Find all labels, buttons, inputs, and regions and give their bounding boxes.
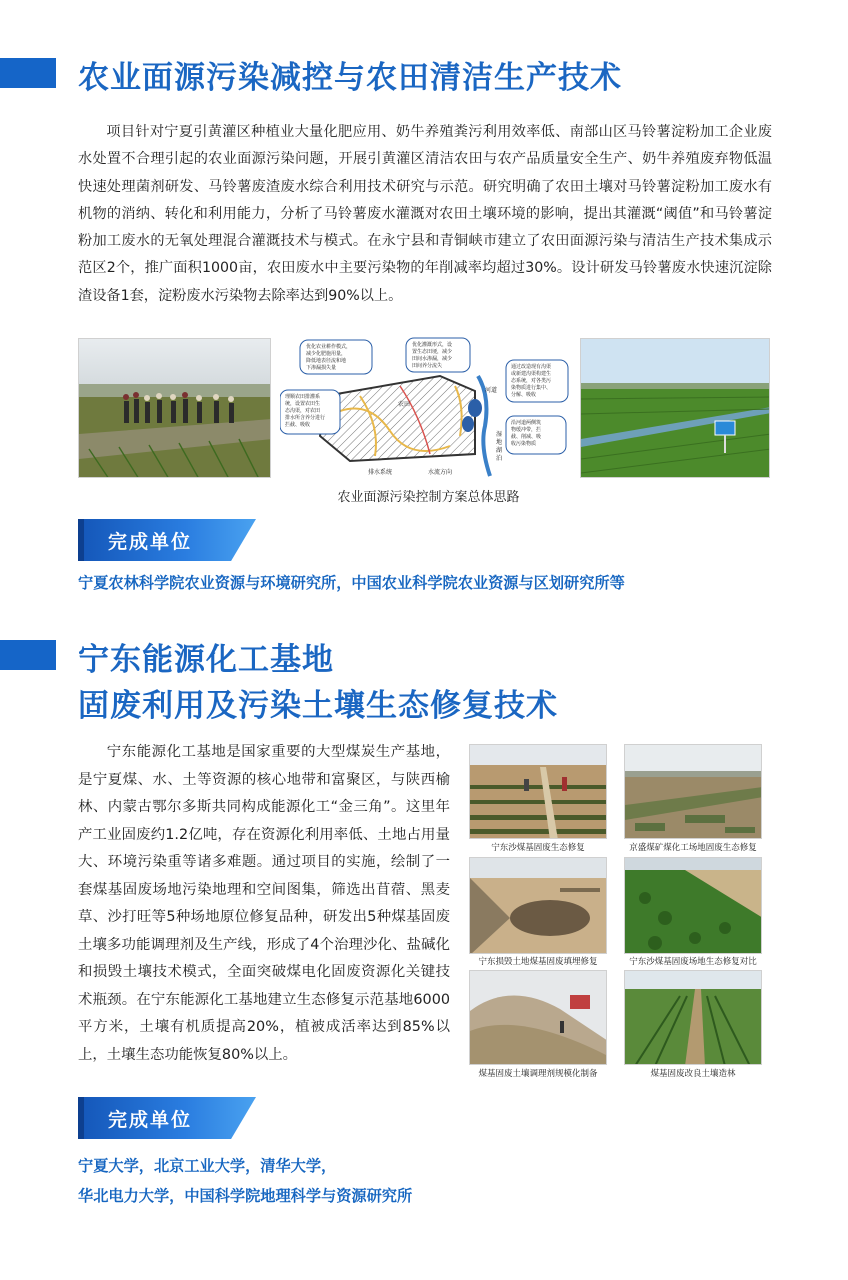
diagram-box3-line5: 分解、吸收 — [511, 392, 537, 398]
rice-field-photo — [580, 338, 770, 478]
section2-unit-badge-label: 完成单位 — [108, 1109, 193, 1131]
photo-sand-comparison — [624, 857, 762, 954]
diagram-box3-line1: 通过改造现有沟渠 — [511, 364, 552, 370]
diagram-label-wetland-3: 湖 — [496, 447, 503, 454]
photo-caption-1: 宁东沙煤基固废生态修复 — [491, 843, 585, 853]
section2-accent-bar — [0, 640, 56, 670]
photo-caption-5: 煤基固废土壤调理剂规模化制备 — [478, 1069, 598, 1079]
section2-title-line1: 宁东能源化工基地 — [78, 642, 334, 678]
diagram-box4-line3: 态沟渠，对农田 — [285, 408, 321, 414]
diagram-canvas — [280, 336, 577, 482]
pollution-control-diagram — [280, 336, 577, 482]
diagram-box5-line4: 收污染物质 — [511, 441, 537, 447]
diagram-box3-line2: 或新建沟渠构建生 — [511, 371, 552, 377]
section1-title: 农业面源污染减控与农田清洁生产技术 — [78, 60, 622, 96]
photo-jingsheng-mine — [624, 744, 762, 839]
section1-paragraph: 项目针对宁夏引黄灌区种植业大量化肥应用、奶牛养殖粪污利用效率低、南部山区马铃薯淀粉加工企业废水处置不合理引起的农业面源污染问题，开展引黄灌区清洁农田与农产品质量安全生产、奶牛养殖废弃物低温快速处理菌剂研发、马铃薯废渣废水综合利用技术研究与示范。研究明确了农田土壤对马铃薯淀粉加工废水有机物的消纳、转化和利用能力，分析了马铃薯废水灌溉对农田土壤环境的影响，提出其灌溉“阈值”和马铃薯淀粉加工废水的无氧处理混合灌溉技术与模式。在永宁县和青铜峡市建立了农田面源污染与清洁生产技术集成示范区2个，推广面积1000亩，农田废水中主要污染物的年削减率均超过30%。设计研发马铃薯废水快速沉淀除渣设备1套，淀粉废水污染物去除率达到90%以上。 — [78, 124, 772, 304]
diagram-box5-line2: 物缓冲带，拦 — [511, 427, 542, 433]
diagram-box5-line3: 截、削减、吸 — [511, 434, 542, 440]
diagram-box2-line1: 优化灌溉形式，设 — [412, 342, 453, 348]
diagram-box4-line4: 排水所含养分进行 — [285, 415, 326, 421]
section1-units: 宁夏农林科学院农业资源与环境研究所，中国农业科学院农业资源与区划研究所等 — [78, 574, 625, 592]
diagram-box2-line3: 田间水渗漏，减少 — [412, 356, 453, 362]
diagram-box1-line1: 优化农业耕作模式， — [306, 344, 352, 350]
diagram-label-wetland-4: 泊 — [496, 455, 503, 462]
section2-units-line2: 华北电力大学，中国科学院地理科学与资源研究所 — [78, 1187, 413, 1205]
diagram-box2-line4: 田间养分流失 — [412, 363, 443, 369]
photo-damaged-land — [469, 857, 607, 954]
diagram-box4-line1: 理顺农田排灌系 — [285, 394, 321, 400]
photo-conditioner-production — [469, 970, 607, 1065]
diagram-box1-line3: 降低地表径流和地 — [306, 358, 347, 364]
photo-caption-3: 宁东损毁土地煤基固废填埋修复 — [478, 957, 598, 967]
diagram-label-wetland-2: 地 — [496, 439, 503, 446]
diagram-label-flow: 水流方向 — [428, 469, 453, 476]
photo-afforestation — [624, 970, 762, 1065]
diagram-box3-line3: 态系统，对各类污 — [511, 378, 552, 384]
diagram-box1-line4: 下渗漏损失量 — [306, 365, 337, 371]
section2-paragraph: 宁东能源化工基地是国家重要的大型煤炭生产基地，是宁夏煤、水、土等资源的核心地带和富聚区，与陕西榆林、内蒙古鄂尔多斯共同构成能源化工“金三角”。这里年产工业固废约1.2亿吨，存在资源化利用率低、土地占用量大、环境污染重等诸多难题。通过项目的实施，绘制了一套煤基固废场地污染地理和空间图集，筛选出苜蓿、黑麦草、沙打旺等5种场地原位修复品种，研发出5种煤基固废土壤多功能调理剂及生产线，形成了4个治理沙化、盐碱化和损毁土壤技术模式，全面突破煤电化固废资源化关键技术瓶颈。在宁东能源化工基地建立生态修复示范基地6000平方米，土壤有机质提高20%，植被成活率达到85%以上，土壤生态功能恢复80%以上。 — [78, 744, 450, 1063]
section2-units-line1: 宁夏大学，北京工业大学，清华大学， — [78, 1157, 337, 1175]
diagram-box3-line4: 染物质进行集中、 — [511, 385, 552, 391]
photo-caption-6: 煤基固废改良土壤造林 — [650, 1069, 736, 1079]
diagram-label-drain: 排水系统 — [368, 469, 393, 476]
section1-unit-badge — [78, 519, 256, 561]
section2-title-line2: 固废利用及污染土壤生态修复技术 — [78, 688, 558, 724]
section2-unit-badge — [78, 1097, 256, 1139]
diagram-caption: 农业面源污染控制方案总体思路 — [337, 490, 520, 505]
section1-unit-badge-label: 完成单位 — [108, 531, 193, 553]
diagram-label-field: 农田 — [398, 401, 411, 408]
diagram-box2-line2: 置生态田埂，减少 — [412, 349, 453, 355]
photo-caption-4: 宁东沙煤基固废场地生态修复对比 — [629, 957, 757, 967]
diagram-box5-line1: 沿河道两侧筑 — [511, 420, 542, 426]
photo-ningdong-sand — [469, 744, 607, 839]
diagram-box1-line2: 减少化肥施用量， — [306, 351, 347, 357]
diagram-label-wetland-1: 湿 — [496, 431, 503, 438]
diagram-box4-line5: 拦截、吸收 — [285, 422, 311, 428]
section1-accent-bar — [0, 58, 56, 88]
field-visit-photo — [78, 338, 271, 478]
photo-caption-2: 京盛煤矿煤化工场地固废生态修复 — [629, 843, 757, 853]
diagram-box4-line2: 统，设置农田生 — [285, 401, 321, 407]
diagram-label-river: 河道 — [485, 387, 498, 394]
